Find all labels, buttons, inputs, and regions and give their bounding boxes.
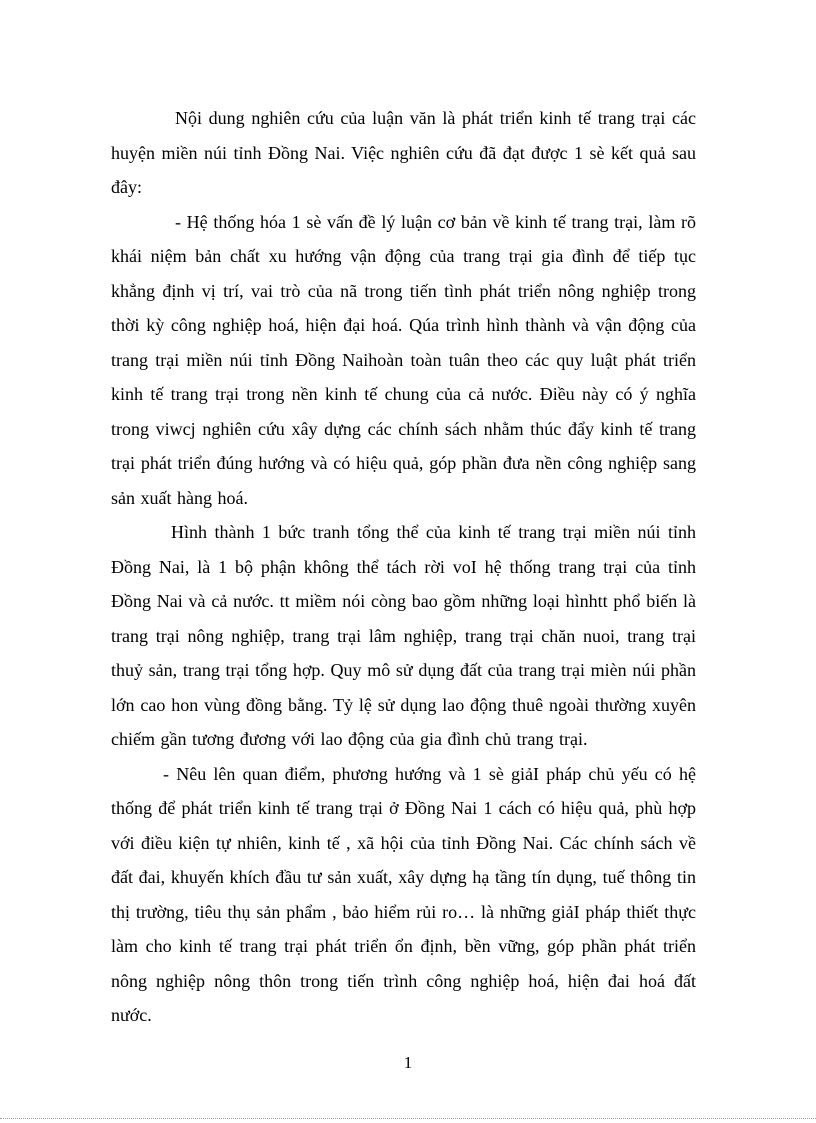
document-body: [111, 101, 696, 1033]
paragraph-theory-systematization: - Hệ thống hóa 1 sè vấn đề lý luận cơ bản về kinh tế trang trại, làm rõ khái niệm bản chất xu hướng vận động của trang trại gia đình để tiếp tục khẳng định vị trí, vai trò của nã trong tiến tình phát triển nông nghiệp trong thời kỳ công nghiệp hoá, hiện đại hoá. Qúa trình hình thành và vận động của trang trại miền núi tỉnh Đồng Naihoàn toàn tuân theo các quy luật phát triển kinh tế trang trại trong nền kinh tế chung của cả nước. Điều này có ý nghĩa trong viwcj nghiên cứu xây dựng các chính sách nhằm thúc đẩy kinh tế trang trại phát triển đúng hướng và có hiệu quả, góp phần đưa nền công nghiệp sang sản xuất hàng hoá.: [111, 211, 696, 508]
page-number: 1: [403, 1053, 413, 1072]
page-divider: [0, 1118, 816, 1119]
paragraph-intro: Nội dung nghiên cứu của luận văn là phát triển kinh tế trang trại các huyện miền núi tỉnh Đồng Nai. Việc nghiên cứu đã đạt được 1 sè kết quả sau đây:: [111, 108, 696, 197]
paragraph-overall-picture: Hình thành 1 bức tranh tổng thể của kinh tế trang trại miền núi tỉnh Đồng Nai, là 1 bộ phận không thể tách rời voI hệ thống trang trại của tỉnh Đồng Nai và cả nước. tt miềm nói còng bao gồm những loại hìnhtt phổ biến là trang trại nông nghiệp, trang trại lâm nghiệp, trang trại chăn nuoi, trang trại thuỷ sản, trang trại tổng hợp. Quy mô sử dụng đất của trang trại mièn núi phần lớn cao hon vùng đồng bằng. Tỷ lệ sử dụng lao động thuê ngoài thường xuyên chiếm gần tương đương với lao động của gia đình chủ trang trại.: [111, 522, 696, 749]
paragraph-solutions: - Nêu lên quan điểm, phương hướng và 1 sè giảI pháp chủ yếu có hệ thống để phát triển kinh tế trang trại ở Đồng Nai 1 cách có hiệu quả, phù hợp với điều kiện tự nhiên, kinh tế , xã hội của tỉnh Đồng Nai. Các chính sách về đất đai, khuyến khích đầu tư sản xuất, xây dựng hạ tầng tín dụng, tuế thông tin thị trường, tiêu thụ sản phẩm , bảo hiểm rủi ro… là những giảI pháp thiết thực làm cho kinh tế trang trại phát triển ổn định, bền vững, góp phần phát triển nông nghiệp nông thôn trong tiến trình công nghiệp hoá, hiện đai hoá đất nước.: [111, 763, 696, 1025]
